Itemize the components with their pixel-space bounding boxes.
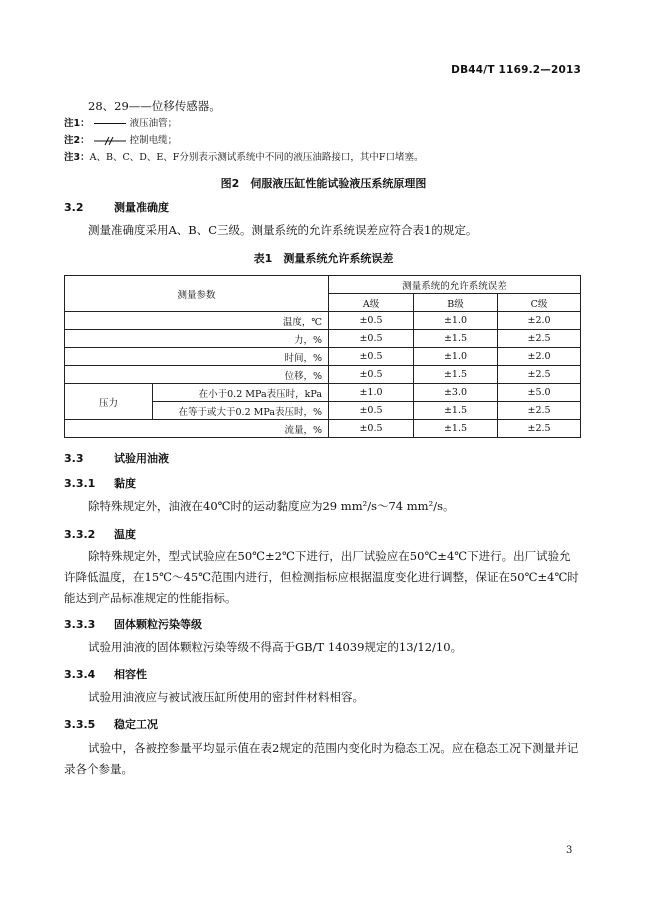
section-3-2-heading (64, 199, 169, 215)
value-cell: ±0.5 (329, 366, 414, 384)
section-3-3-4-heading (64, 666, 147, 682)
table-row (65, 366, 581, 384)
value-cell: ±1.5 (414, 402, 498, 420)
section-number: 3.2 (64, 201, 84, 214)
value-cell: ±1.0 (329, 384, 414, 402)
section-3-3-1-text: 除特殊规定外，油液在40℃时的运动黏度应为29 mm²/s～74 mm²/s。 (88, 499, 455, 513)
section-3-3-5-heading (64, 716, 158, 732)
value-cell: ±0.5 (329, 312, 414, 330)
param-cell: 在小于0.2 MPa表压时，kPa (153, 384, 329, 402)
section-3-3-3-text: 试验用油液的固体颗粒污染等级不得高于GB/T 14039规定的13/12/10。 (88, 640, 463, 654)
section-title: 试验用油液 (114, 452, 169, 465)
value-cell: ±1.0 (414, 348, 498, 366)
note-2-label: 注2： (64, 135, 90, 146)
value-cell: ±5.0 (498, 384, 581, 402)
value-cell: ±3.0 (414, 384, 498, 402)
note-3 (64, 149, 423, 163)
legend-item-28-29: 28、29——位移传感器。 (88, 99, 221, 113)
note-3-text: A、B、C、D、E、F分别表示测试系统中不同的液压油路接口，其中F口堵塞。 (89, 152, 424, 163)
value-cell: ±1.0 (414, 312, 498, 330)
param-cell: 时间，% (65, 348, 329, 366)
value-cell: ±2.0 (498, 312, 581, 330)
header-measure-param: 测量参数 (65, 276, 329, 312)
note-2 (64, 132, 177, 146)
value-cell: ±2.5 (498, 330, 581, 348)
value-cell: ±2.5 (498, 402, 581, 420)
section-3-3-3-heading (64, 616, 202, 632)
value-cell: ±2.5 (498, 420, 581, 438)
pressure-label-cell: 压力 (65, 384, 153, 420)
section-3-3-5-text-block (64, 738, 582, 780)
note-1-label: 注1： (64, 118, 90, 129)
section-number: 3.3.2 (64, 528, 96, 541)
param-cell: 在等于或大于0.2 MPa表压时，% (153, 402, 329, 420)
value-cell: ±0.5 (329, 420, 414, 438)
header-grade-c: C级 (498, 294, 581, 312)
header-grade-a: A级 (329, 294, 414, 312)
value-cell: ±0.5 (329, 402, 414, 420)
note-3-label: 注3： (64, 152, 90, 163)
table-row (65, 384, 581, 402)
section-title: 相容性 (114, 668, 147, 681)
document-code: DB44/T 1169.2—2013 (451, 64, 581, 76)
section-3-3-1-heading (64, 475, 136, 491)
table-row (65, 312, 581, 330)
section-number: 3.3.5 (64, 718, 96, 731)
section-title: 黏度 (114, 477, 136, 490)
table-row (65, 330, 581, 348)
note-2-text: 控制电缆； (129, 135, 178, 146)
section-3-3-4-text: 试验用油液应与被试液压缸所使用的密封件材料相容。 (88, 690, 364, 704)
table-header-row (65, 276, 581, 294)
value-cell: ±2.0 (498, 348, 581, 366)
table-row (65, 348, 581, 366)
table-1 (64, 275, 581, 438)
hydraulic-line-icon (94, 123, 126, 124)
section-3-3-5-text: 试验中，各被控参量平均显示值在表2规定的范围内变化时为稳态工况。应在稳态工况下测量并记录各个参量。 (64, 741, 579, 776)
section-3-3-heading (64, 450, 169, 466)
page-number: 3 (566, 845, 573, 856)
section-title: 固体颗粒污染等级 (114, 618, 202, 631)
param-cell: 温度，℃ (65, 312, 329, 330)
table-1-caption: 表1 测量系统允许系统误差 (253, 252, 394, 265)
param-cell: 位移，% (65, 366, 329, 384)
section-number: 3.3.3 (64, 618, 96, 631)
header-allowed-error: 测量系统的允许系统误差 (329, 276, 581, 294)
section-3-2-text: 测量准确度采用A、B、C三级。测量系统的允许系统误差应符合表1的规定。 (88, 223, 478, 237)
header-grade-b: B级 (414, 294, 498, 312)
section-3-3-2-heading (64, 526, 136, 542)
value-cell: ±2.5 (498, 366, 581, 384)
note-1-text: 液压油管； (129, 118, 178, 129)
section-number: 3.3 (64, 452, 84, 465)
section-3-3-2-text-block (64, 546, 582, 609)
param-cell: 流量，% (65, 420, 329, 438)
control-cable-icon (94, 136, 126, 146)
section-title: 稳定工况 (114, 718, 158, 731)
section-title: 温度 (114, 528, 136, 541)
figure-2-caption: 图2 伺服液压缸性能试验液压系统原理图 (220, 177, 427, 190)
section-title: 测量准确度 (114, 201, 169, 214)
section-number: 3.3.1 (64, 477, 96, 490)
value-cell: ±1.5 (414, 330, 498, 348)
section-number: 3.3.4 (64, 668, 96, 681)
param-cell: 力，% (65, 330, 329, 348)
note-1 (64, 115, 177, 129)
section-3-3-2-text: 除特殊规定外，型式试验应在50℃±2℃下进行，出厂试验应在50℃±4℃下进行。出厂试验允许降低温度，在15℃～45℃范围内进行，但检测指标应根据温度变化进行调整，保证在50℃±4℃时能达到产品标准规定的性能指标。 (64, 549, 579, 605)
value-cell: ±1.5 (414, 420, 498, 438)
value-cell: ±0.5 (329, 348, 414, 366)
value-cell: ±0.5 (329, 330, 414, 348)
table-row (65, 420, 581, 438)
value-cell: ±1.5 (414, 366, 498, 384)
